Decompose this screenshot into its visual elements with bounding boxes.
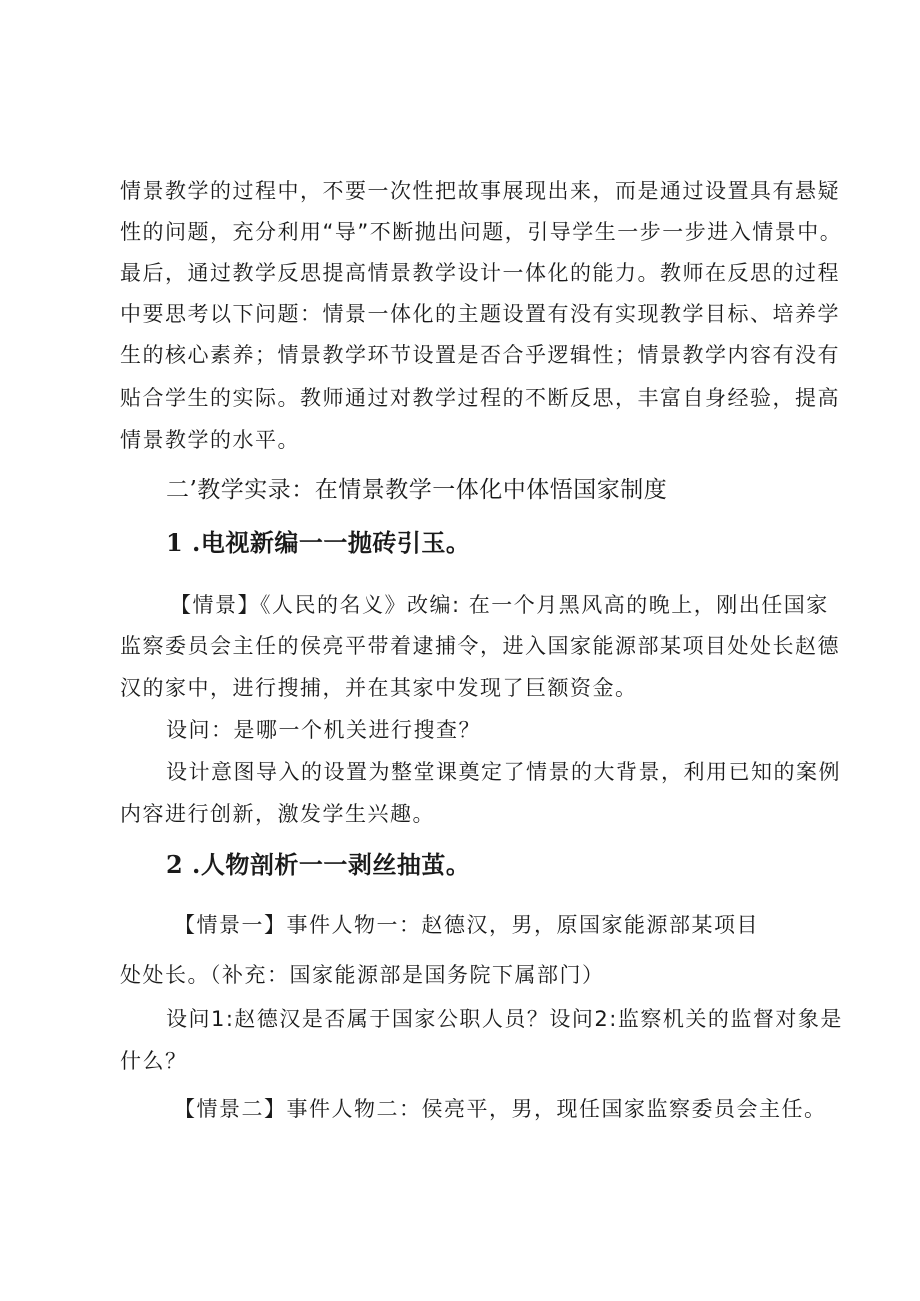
intro-line-4: 中要思考以下问题：情景一体化的主题设置有没有实现教学目标、培养学 (120, 302, 840, 326)
part1-intent-line-1: 设计意图导入的设置为整堂课奠定了情景的大背景，利用已知的案例 (166, 760, 841, 784)
part2-scene1-line-2: 处处长。（补充：国家能源部是国务院下属部门） (120, 963, 605, 987)
intro-line-7: 情景教学的水平。 (120, 428, 300, 452)
part2-scene2: 【情景二】事件人物二：侯亮平，男，现任国家监察委员会主任。 (174, 1097, 827, 1121)
part1-scene-line-1: 【情景】《人民的名义》改编: 在一个月黑风高的晚上，刚出任国家 (170, 593, 829, 617)
part1-heading: 1 .电视新编一一抛砖引玉。 (166, 528, 471, 557)
intro-line-3: 最后，通过教学反思提高情景教学设计一体化的能力。教师在反思的过程 (120, 261, 840, 285)
part1-scene-line-2: 监察委员会主任的侯亮平带着逮捕令，进入国家能源部某项目处处长赵德 (120, 634, 840, 658)
part2-question-line-1: 设问1:赵德汉是否属于国家公职人员？设问2:监察机关的监督对象是 (166, 1007, 843, 1031)
part1-intent-line-2: 内容进行创新，激发学生兴趣。 (120, 802, 435, 826)
intro-line-1: 情景教学的过程中，不要一次性把故事展现出来，而是通过设置具有悬疑 (120, 179, 840, 203)
part2-heading: 2 .人物剖析一一剥丝抽茧。 (166, 850, 471, 879)
part2-question-line-2: 什么？ (120, 1049, 188, 1073)
intro-line-2: 性的问题，充分利用“导”不断抛出问题，引导学生一步一步进入情景中。 (120, 220, 843, 244)
part1-question: 设问：是哪一个机关进行搜查？ (166, 718, 481, 742)
intro-line-6: 贴合学生的实际。教师通过对教学过程的不断反思，丰富自身经验，提高 (120, 386, 840, 410)
section-heading: 二’教学实录：在情景教学一体化中体悟国家制度 (166, 477, 668, 503)
intro-line-5: 生的核心素养；情景教学环节设置是否合乎逻辑性；情景教学内容有没有 (120, 343, 840, 367)
part2-scene1-line-1: 【情景一】事件人物一：赵德汉，男，原国家能源部某项目 (174, 913, 759, 937)
part1-scene-line-3: 汉的家中，进行搜捕，并在其家中发现了巨额资金。 (120, 676, 638, 700)
